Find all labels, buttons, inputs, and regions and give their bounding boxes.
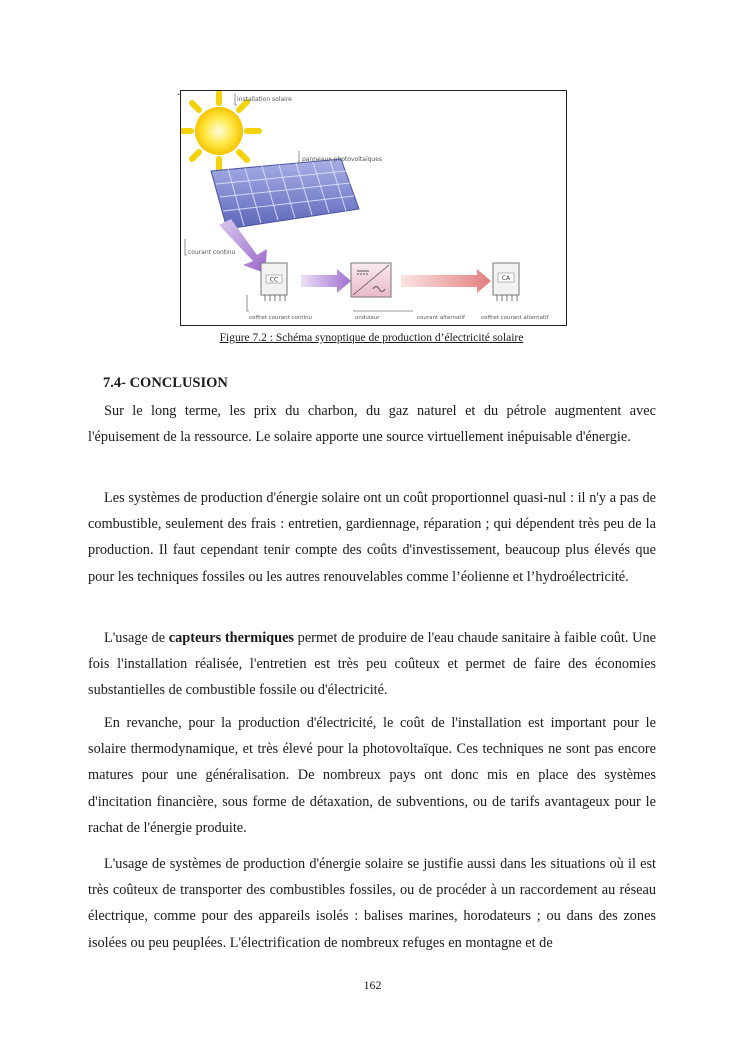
label-courant-alternatif: courant alternatif [417, 315, 465, 321]
label-installation: installation solaire [237, 96, 292, 103]
paragraph-5: L'usage de systèmes de production d'énergie solaire se justifie aussi dans les situations où il est très coûteux de transporter des combustibles fossiles, ou de procéder à un raccordement au réseau électrique, comme pour des appareils isolés : balises marines, horodateurs ; ou dans des zones isolées ou peu peuplées. L'électrification de nombreux refuges en montagne et de [88, 856, 656, 951]
paragraph-3-suffix: permet de produire de l'eau chaude sanitaire à faible coût. Une fois l'installation réalisée, l'entretien est très peu coûteux et permet de faire des économies substantielles de combustible fossile ou d'électricité. [88, 630, 656, 699]
figure-caption-text: Figure 7.2 : Schéma synoptique de production d’électricité solaire [219, 332, 524, 344]
ca-box-icon [493, 263, 519, 301]
label-coffret-alternatif: coffret courant alternatif [481, 315, 549, 321]
label-panneaux: panneaux photovoltaïques [302, 156, 383, 163]
page-number: 162 [363, 978, 382, 992]
label-courant-continu: courant continu [188, 249, 236, 256]
cc-box-icon [261, 263, 287, 301]
paragraph-3 [88, 625, 656, 704]
figure-caption [0, 332, 745, 344]
stray-mark: . [177, 84, 180, 98]
solar-diagram-figure [180, 90, 567, 326]
right-arrow-icon [301, 269, 351, 293]
solar-panels-icon [211, 159, 359, 229]
label-onduleur: onduleur [355, 315, 380, 321]
label-coffret-continu: coffret courant continu [249, 315, 313, 321]
cc-label: CC [269, 276, 279, 284]
right-arrow-icon-2 [401, 269, 491, 293]
paragraph-3-prefix: L'usage de [104, 630, 169, 646]
sun-icon [181, 93, 259, 171]
paragraph-1: Sur le long terme, les prix du charbon, du gaz naturel et du pétrole augmentent avec l'épuisement de la ressource. Le solaire apporte une source virtuellement inépuisable d'énergie. [88, 403, 656, 446]
paragraph-3-bold: capteurs thermiques [168, 630, 294, 646]
paragraph-2: Les systèmes de production d'énergie solaire ont un coût proportionnel quasi-nul : il n'y a pas de combustible, seulement des frais : entretien, gardiennage, réparation ; qui dépendent très peu de la production. Il faut cependant tenir compte des coûts d'investissement, beaucoup plus élevés que pour les techniques fossiles ou les autres renouvelables comme l’éolienne et l’hydroélectricité. [88, 490, 656, 585]
solar-diagram [181, 91, 566, 325]
ca-label: CA [501, 275, 511, 282]
down-arrow-icon [219, 219, 267, 273]
paragraph-4: En revanche, pour la production d'électricité, le coût de l'installation est important pour le solaire thermodynamique, et très élevé pour la photovoltaïque. Ces techniques ne sont pas encore matures pour une généralisation. De nombreux pays ont donc mis en place des systèmes d'incitation financière, sous forme de détaxation, de subventions, ou de tarifs avantageux pour le rachat de l'énergie produite. [88, 715, 656, 836]
section-heading: 7.4- CONCLUSION [103, 375, 228, 391]
inverter-icon [351, 263, 391, 297]
